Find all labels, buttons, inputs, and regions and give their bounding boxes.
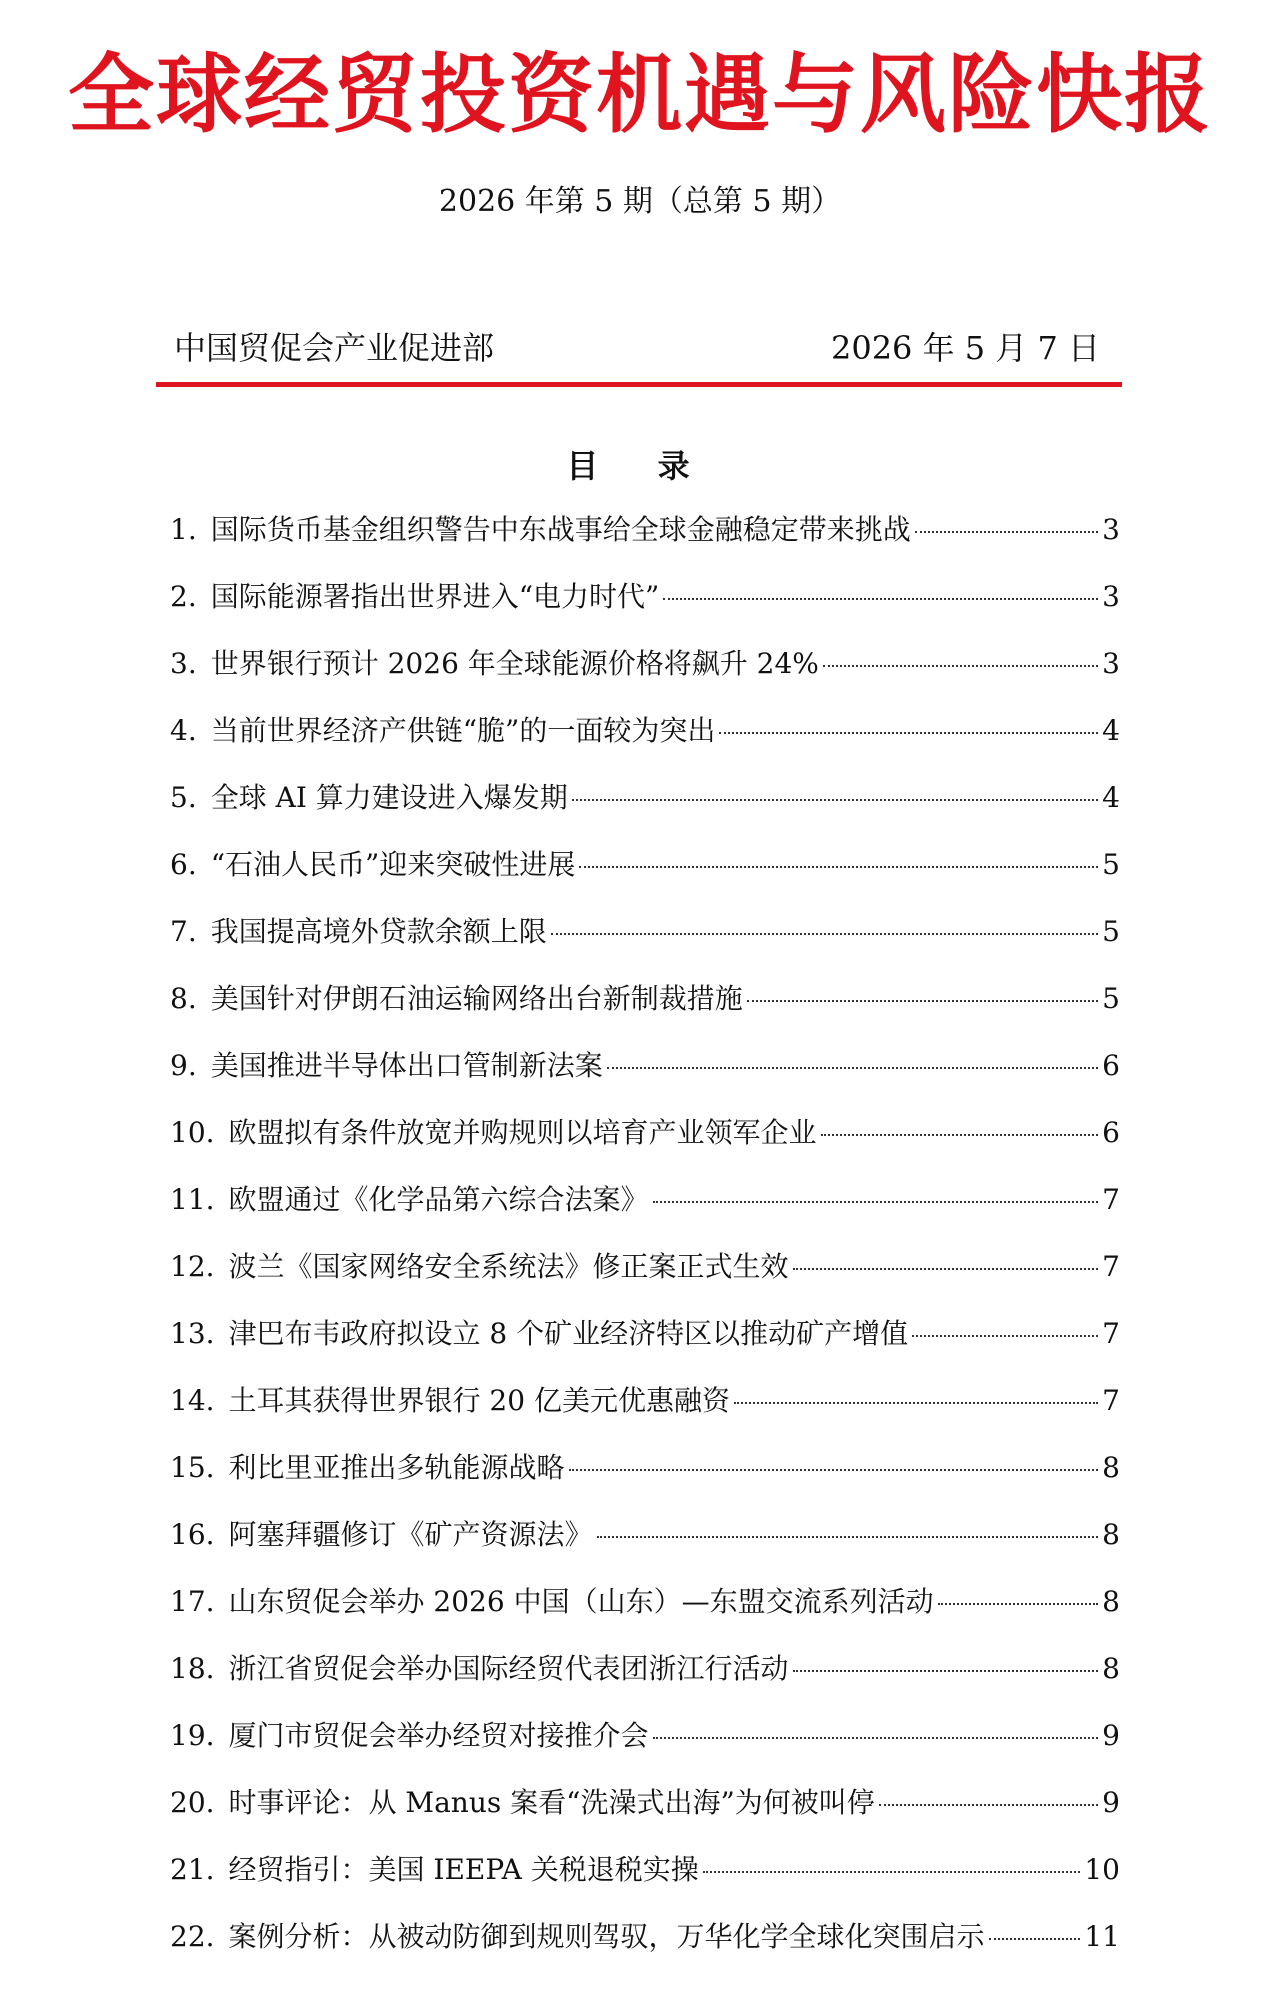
toc-item[interactable] [170, 1783, 1120, 1850]
toc-item[interactable] [170, 979, 1120, 1046]
toc-item-title: 全球 AI 算力建设进入爆发期 [210, 781, 568, 814]
toc-item[interactable] [170, 845, 1120, 912]
toc-item-page: 8 [1102, 1518, 1120, 1551]
toc-item-title: “石油人民币”迎来突破性进展 [210, 848, 576, 881]
toc-item[interactable] [170, 1448, 1120, 1515]
toc-item-number: 20. [170, 1786, 215, 1819]
toc-item-number: 6. [170, 848, 197, 881]
header-divider [156, 382, 1122, 387]
table-of-contents [170, 510, 1120, 1984]
toc-item-number: 12. [170, 1250, 215, 1283]
toc-item-number: 22. [170, 1920, 215, 1953]
toc-item-page: 3 [1102, 580, 1120, 613]
toc-item-title: 浙江省贸促会举办国际经贸代表团浙江行活动 [228, 1652, 789, 1685]
toc-item[interactable] [170, 1716, 1120, 1783]
toc-item-page: 6 [1102, 1049, 1120, 1082]
toc-leader-dots [793, 1268, 1099, 1270]
toc-item-title: 利比里亚推出多轨能源战略 [228, 1451, 565, 1484]
toc-item-number: 11. [170, 1183, 215, 1216]
issue-number: 2026 年第 5 期（总第 5 期） [438, 184, 842, 219]
toc-item-number: 19. [170, 1719, 215, 1752]
toc-leader-dots [703, 1871, 1081, 1873]
toc-item-number: 13. [170, 1317, 215, 1350]
toc-item[interactable] [170, 1247, 1120, 1314]
toc-item-page: 9 [1102, 1786, 1120, 1819]
toc-item-number: 21. [170, 1853, 215, 1886]
toc-item[interactable] [170, 577, 1120, 644]
toc-item-number: 18. [170, 1652, 215, 1685]
toc-leader-dots [747, 1000, 1098, 1002]
toc-leader-dots [989, 1938, 1081, 1940]
toc-leader-dots [793, 1670, 1099, 1672]
toc-item-page: 4 [1102, 781, 1120, 814]
toc-item[interactable] [170, 1515, 1120, 1582]
toc-leader-dots [938, 1603, 1099, 1605]
toc-item-title: 世界银行预计 2026 年全球能源价格将飙升 24% [210, 647, 819, 680]
toc-item-title: 阿塞拜疆修订《矿产资源法》 [228, 1518, 593, 1551]
toc-item-page: 7 [1102, 1250, 1120, 1283]
toc-title: 目 录 [566, 447, 714, 485]
toc-item-page: 11 [1084, 1920, 1120, 1953]
toc-item-page: 7 [1102, 1317, 1120, 1350]
toc-item-number: 4. [170, 714, 197, 747]
toc-item-page: 6 [1102, 1116, 1120, 1149]
toc-leader-dots [607, 1067, 1098, 1069]
toc-item-page: 8 [1102, 1585, 1120, 1618]
toc-leader-dots [734, 1402, 1098, 1404]
toc-item-title: 国际能源署指出世界进入“电力时代” [210, 580, 660, 613]
toc-item-number: 1. [170, 513, 197, 546]
toc-item-number: 5. [170, 781, 197, 814]
toc-item[interactable] [170, 778, 1120, 845]
toc-item[interactable] [170, 1046, 1120, 1113]
toc-item-number: 16. [170, 1518, 215, 1551]
toc-item-page: 7 [1102, 1384, 1120, 1417]
toc-item-page: 5 [1102, 915, 1120, 948]
masthead-title: 全球经贸投资机遇与风险快报 [68, 44, 1212, 145]
toc-item-title: 美国推进半导体出口管制新法案 [210, 1049, 603, 1082]
toc-item[interactable] [170, 1314, 1120, 1381]
toc-leader-dots [653, 1737, 1099, 1739]
toc-item-title: 时事评论：从 Manus 案看“洗澡式出海”为何被叫停 [228, 1786, 875, 1819]
publisher-org: 中国贸促会产业促进部 [174, 329, 495, 367]
toc-item[interactable] [170, 1582, 1120, 1649]
toc-item-title: 厦门市贸促会举办经贸对接推介会 [228, 1719, 649, 1752]
toc-leader-dots [579, 866, 1098, 868]
toc-item-title: 波兰《国家网络安全系统法》修正案正式生效 [228, 1250, 789, 1283]
toc-item-number: 10. [170, 1116, 215, 1149]
toc-item-number: 9. [170, 1049, 197, 1082]
toc-item[interactable] [170, 912, 1120, 979]
toc-item-number: 2. [170, 580, 197, 613]
toc-item-page: 8 [1102, 1451, 1120, 1484]
toc-leader-dots [719, 732, 1098, 734]
toc-item-number: 3. [170, 647, 197, 680]
toc-item[interactable] [170, 1649, 1120, 1716]
toc-item-number: 7. [170, 915, 197, 948]
toc-leader-dots [551, 933, 1098, 935]
toc-item-number: 8. [170, 982, 197, 1015]
toc-item[interactable] [170, 711, 1120, 778]
toc-item-title: 案例分析：从被动防御到规则驾驭，万华化学全球化突围启示 [228, 1920, 985, 1953]
toc-item-number: 14. [170, 1384, 215, 1417]
toc-item-page: 9 [1102, 1719, 1120, 1752]
toc-item-title: 山东贸促会举办 2026 中国（山东）—东盟交流系列活动 [228, 1585, 934, 1618]
toc-item-title: 欧盟通过《化学品第六综合法案》 [228, 1183, 649, 1216]
toc-leader-dots [653, 1201, 1099, 1203]
toc-item-title: 欧盟拟有条件放宽并购规则以培育产业领军企业 [228, 1116, 817, 1149]
toc-item-number: 17. [170, 1585, 215, 1618]
toc-item-title: 经贸指引：美国 IEEPA 关税退税实操 [228, 1853, 699, 1886]
toc-item-title: 津巴布韦政府拟设立 8 个矿业经济特区以推动矿产增值 [228, 1317, 909, 1350]
toc-item[interactable] [170, 1381, 1120, 1448]
toc-item-page: 4 [1102, 714, 1120, 747]
toc-item-title: 我国提高境外贷款余额上限 [210, 915, 547, 948]
toc-item[interactable] [170, 1850, 1120, 1917]
publish-date: 2026 年 5 月 7 日 [830, 329, 1100, 367]
toc-item-page: 7 [1102, 1183, 1120, 1216]
toc-item-title: 美国针对伊朗石油运输网络出台新制裁措施 [210, 982, 743, 1015]
toc-item-title: 土耳其获得世界银行 20 亿美元优惠融资 [228, 1384, 730, 1417]
toc-item[interactable] [170, 510, 1120, 577]
toc-item-title: 当前世界经济产供链“脆”的一面较为突出 [210, 714, 716, 747]
toc-leader-dots [597, 1536, 1099, 1538]
toc-leader-dots [879, 1804, 1098, 1806]
toc-leader-dots [915, 531, 1098, 533]
toc-leader-dots [572, 799, 1098, 801]
toc-leader-dots [569, 1469, 1099, 1471]
toc-item-page: 5 [1102, 982, 1120, 1015]
toc-leader-dots [663, 598, 1098, 600]
toc-leader-dots [823, 665, 1098, 667]
toc-item[interactable] [170, 1917, 1120, 1984]
toc-item-number: 15. [170, 1451, 215, 1484]
toc-item-page: 5 [1102, 848, 1120, 881]
toc-item-page: 10 [1084, 1853, 1120, 1886]
toc-item-page: 3 [1102, 513, 1120, 546]
toc-item-page: 8 [1102, 1652, 1120, 1685]
toc-item[interactable] [170, 1180, 1120, 1247]
toc-item[interactable] [170, 1113, 1120, 1180]
toc-item-page: 3 [1102, 647, 1120, 680]
toc-leader-dots [821, 1134, 1099, 1136]
toc-item[interactable] [170, 644, 1120, 711]
toc-leader-dots [912, 1335, 1098, 1337]
toc-item-title: 国际货币基金组织警告中东战事给全球金融稳定带来挑战 [210, 513, 911, 546]
